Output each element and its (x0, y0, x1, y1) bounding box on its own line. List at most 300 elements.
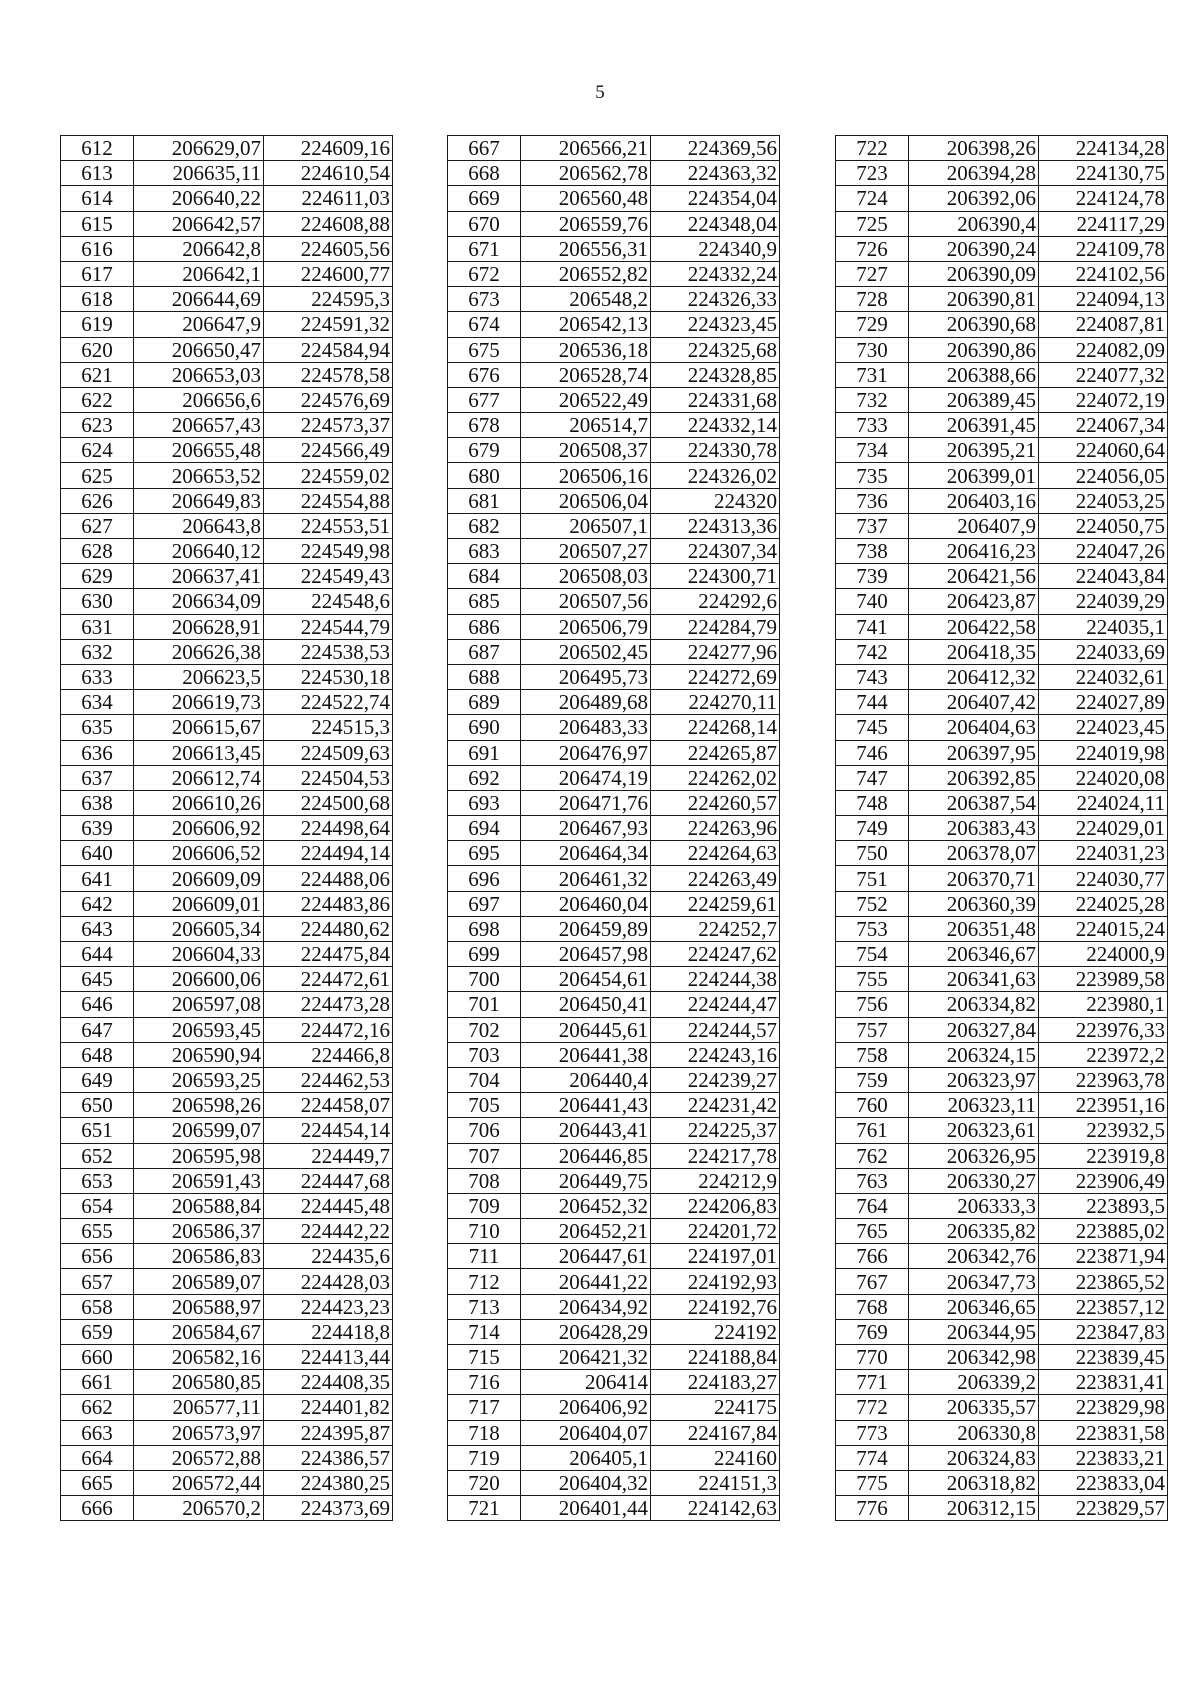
x-coordinate-cell: 206634,09 (134, 589, 264, 614)
table-row (61, 564, 393, 589)
x-coordinate-cell: 206476,97 (521, 740, 651, 765)
point-number-cell: 626 (61, 488, 134, 513)
y-coordinate-cell: 224027,89 (1039, 690, 1168, 715)
x-coordinate-cell: 206392,85 (909, 765, 1039, 790)
x-coordinate-cell: 206403,16 (909, 488, 1039, 513)
point-number-cell: 701 (448, 992, 521, 1017)
y-coordinate-cell: 224332,14 (651, 413, 780, 438)
y-coordinate-cell: 224328,85 (651, 362, 780, 387)
x-coordinate-cell: 206440,4 (521, 1067, 651, 1092)
x-coordinate-cell: 206514,7 (521, 413, 651, 438)
point-number-cell: 751 (836, 866, 909, 891)
point-number-cell: 613 (61, 161, 134, 186)
y-coordinate-cell: 224175 (651, 1395, 780, 1420)
point-number-cell: 717 (448, 1395, 521, 1420)
point-number-cell: 640 (61, 841, 134, 866)
point-number-cell: 727 (836, 261, 909, 286)
x-coordinate-cell: 206423,87 (909, 589, 1039, 614)
point-number-cell: 710 (448, 1219, 521, 1244)
point-number-cell: 731 (836, 362, 909, 387)
coordinates-table-3 (835, 135, 1168, 1521)
point-number-cell: 721 (448, 1496, 521, 1521)
point-number-cell: 711 (448, 1244, 521, 1269)
y-coordinate-cell: 224077,32 (1039, 362, 1168, 387)
point-number-cell: 702 (448, 1017, 521, 1042)
table-row (836, 413, 1168, 438)
y-coordinate-cell: 224447,68 (264, 1168, 393, 1193)
y-coordinate-cell: 224320 (651, 488, 780, 513)
y-coordinate-cell: 224272,69 (651, 664, 780, 689)
x-coordinate-cell: 206642,8 (134, 236, 264, 261)
point-number-cell: 652 (61, 1143, 134, 1168)
y-coordinate-cell: 224032,61 (1039, 664, 1168, 689)
x-coordinate-cell: 206323,97 (909, 1067, 1039, 1092)
table-row (61, 1395, 393, 1420)
table-row (448, 664, 780, 689)
point-number-cell: 736 (836, 488, 909, 513)
y-coordinate-cell: 224498,64 (264, 816, 393, 841)
point-number-cell: 674 (448, 312, 521, 337)
point-number-cell: 685 (448, 589, 521, 614)
table-row (836, 589, 1168, 614)
x-coordinate-cell: 206450,41 (521, 992, 651, 1017)
point-number-cell: 704 (448, 1067, 521, 1092)
x-coordinate-cell: 206613,45 (134, 740, 264, 765)
point-number-cell: 729 (836, 312, 909, 337)
y-coordinate-cell: 224043,84 (1039, 564, 1168, 589)
x-coordinate-cell: 206556,31 (521, 236, 651, 261)
table-row (836, 639, 1168, 664)
y-coordinate-cell: 224087,81 (1039, 312, 1168, 337)
point-number-cell: 653 (61, 1168, 134, 1193)
table-row (61, 1269, 393, 1294)
table-row (61, 161, 393, 186)
y-coordinate-cell: 224435,6 (264, 1244, 393, 1269)
table-row (448, 1370, 780, 1395)
point-number-cell: 739 (836, 564, 909, 589)
y-coordinate-cell: 223865,52 (1039, 1269, 1168, 1294)
x-coordinate-cell: 206597,08 (134, 992, 264, 1017)
y-coordinate-cell: 224591,32 (264, 312, 393, 337)
table-row (61, 539, 393, 564)
point-number-cell: 753 (836, 916, 909, 941)
table-row (448, 362, 780, 387)
x-coordinate-cell: 206528,74 (521, 362, 651, 387)
table-row (836, 1420, 1168, 1445)
y-coordinate-cell: 223972,2 (1039, 1042, 1168, 1067)
table-row (61, 1470, 393, 1495)
point-number-cell: 641 (61, 866, 134, 891)
point-number-cell: 697 (448, 891, 521, 916)
x-coordinate-cell: 206566,21 (521, 136, 651, 161)
x-coordinate-cell: 206390,09 (909, 261, 1039, 286)
y-coordinate-cell: 224035,1 (1039, 614, 1168, 639)
point-number-cell: 719 (448, 1445, 521, 1470)
table-row (61, 639, 393, 664)
y-coordinate-cell: 224515,3 (264, 715, 393, 740)
table-row (836, 1067, 1168, 1092)
table-row (448, 1269, 780, 1294)
point-number-cell: 737 (836, 513, 909, 538)
table-row (836, 866, 1168, 891)
y-coordinate-cell: 224605,56 (264, 236, 393, 261)
x-coordinate-cell: 206559,76 (521, 211, 651, 236)
table-row (448, 841, 780, 866)
y-coordinate-cell: 224212,9 (651, 1168, 780, 1193)
point-number-cell: 741 (836, 614, 909, 639)
point-number-cell: 672 (448, 261, 521, 286)
table-row (448, 413, 780, 438)
y-coordinate-cell: 223833,04 (1039, 1470, 1168, 1495)
y-coordinate-cell: 224472,61 (264, 967, 393, 992)
y-coordinate-cell: 224380,25 (264, 1470, 393, 1495)
x-coordinate-cell: 206378,07 (909, 841, 1039, 866)
y-coordinate-cell: 224458,07 (264, 1093, 393, 1118)
x-coordinate-cell: 206404,07 (521, 1420, 651, 1445)
x-coordinate-cell: 206507,27 (521, 539, 651, 564)
point-number-cell: 740 (836, 589, 909, 614)
x-coordinate-cell: 206598,26 (134, 1093, 264, 1118)
point-number-cell: 649 (61, 1067, 134, 1092)
x-coordinate-cell: 206655,48 (134, 438, 264, 463)
point-number-cell: 624 (61, 438, 134, 463)
table-row (448, 1345, 780, 1370)
x-coordinate-cell: 206593,25 (134, 1067, 264, 1092)
x-coordinate-cell: 206333,3 (909, 1193, 1039, 1218)
table-row (61, 438, 393, 463)
point-number-cell: 623 (61, 413, 134, 438)
point-number-cell: 688 (448, 664, 521, 689)
y-coordinate-cell: 224509,63 (264, 740, 393, 765)
point-number-cell: 630 (61, 589, 134, 614)
table-row (61, 1496, 393, 1521)
y-coordinate-cell: 223885,02 (1039, 1219, 1168, 1244)
point-number-cell: 681 (448, 488, 521, 513)
x-coordinate-cell: 206643,8 (134, 513, 264, 538)
y-coordinate-cell: 224395,87 (264, 1420, 393, 1445)
table-row (448, 740, 780, 765)
y-coordinate-cell: 224369,56 (651, 136, 780, 161)
x-coordinate-cell: 206454,61 (521, 967, 651, 992)
table-row (448, 1143, 780, 1168)
table-row (836, 488, 1168, 513)
point-number-cell: 756 (836, 992, 909, 1017)
y-coordinate-cell: 224109,78 (1039, 236, 1168, 261)
y-coordinate-cell: 223980,1 (1039, 992, 1168, 1017)
x-coordinate-cell: 206351,48 (909, 916, 1039, 941)
y-coordinate-cell: 224548,6 (264, 589, 393, 614)
table-row (836, 539, 1168, 564)
point-number-cell: 667 (448, 136, 521, 161)
table-row (836, 942, 1168, 967)
x-coordinate-cell: 206507,1 (521, 513, 651, 538)
table-row (61, 312, 393, 337)
x-coordinate-cell: 206330,8 (909, 1420, 1039, 1445)
x-coordinate-cell: 206447,61 (521, 1244, 651, 1269)
x-coordinate-cell: 206390,4 (909, 211, 1039, 236)
y-coordinate-cell: 224340,9 (651, 236, 780, 261)
table-row (448, 614, 780, 639)
x-coordinate-cell: 206414 (521, 1370, 651, 1395)
y-coordinate-cell: 224244,38 (651, 967, 780, 992)
y-coordinate-cell: 224277,96 (651, 639, 780, 664)
table-row (448, 539, 780, 564)
x-coordinate-cell: 206412,32 (909, 664, 1039, 689)
x-coordinate-cell: 206599,07 (134, 1118, 264, 1143)
x-coordinate-cell: 206590,94 (134, 1042, 264, 1067)
y-coordinate-cell: 224247,62 (651, 942, 780, 967)
y-coordinate-cell: 223963,78 (1039, 1067, 1168, 1092)
y-coordinate-cell: 224584,94 (264, 337, 393, 362)
point-number-cell: 728 (836, 287, 909, 312)
point-number-cell: 742 (836, 639, 909, 664)
table-row (448, 589, 780, 614)
point-number-cell: 743 (836, 664, 909, 689)
point-number-cell: 686 (448, 614, 521, 639)
point-number-cell: 622 (61, 387, 134, 412)
table-row (836, 614, 1168, 639)
table-row (836, 891, 1168, 916)
y-coordinate-cell: 224428,03 (264, 1269, 393, 1294)
x-coordinate-cell: 206459,89 (521, 916, 651, 941)
x-coordinate-cell: 206609,09 (134, 866, 264, 891)
point-number-cell: 748 (836, 790, 909, 815)
table-row (61, 967, 393, 992)
point-number-cell: 766 (836, 1244, 909, 1269)
table-row (836, 1294, 1168, 1319)
y-coordinate-cell: 224331,68 (651, 387, 780, 412)
table-row (836, 362, 1168, 387)
point-number-cell: 757 (836, 1017, 909, 1042)
x-coordinate-cell: 206610,26 (134, 790, 264, 815)
point-number-cell: 694 (448, 816, 521, 841)
table-row (61, 1017, 393, 1042)
x-coordinate-cell: 206326,95 (909, 1143, 1039, 1168)
x-coordinate-cell: 206588,84 (134, 1193, 264, 1218)
x-coordinate-cell: 206397,95 (909, 740, 1039, 765)
y-coordinate-cell: 223906,49 (1039, 1168, 1168, 1193)
point-number-cell: 642 (61, 891, 134, 916)
point-number-cell: 703 (448, 1042, 521, 1067)
x-coordinate-cell: 206404,63 (909, 715, 1039, 740)
point-number-cell: 658 (61, 1294, 134, 1319)
y-coordinate-cell: 224263,96 (651, 816, 780, 841)
x-coordinate-cell: 206401,44 (521, 1496, 651, 1521)
y-coordinate-cell: 224418,8 (264, 1319, 393, 1344)
y-coordinate-cell: 224483,86 (264, 891, 393, 916)
y-coordinate-cell: 224323,45 (651, 312, 780, 337)
y-coordinate-cell: 224053,25 (1039, 488, 1168, 513)
point-number-cell: 655 (61, 1219, 134, 1244)
y-coordinate-cell: 224522,74 (264, 690, 393, 715)
y-coordinate-cell: 224094,13 (1039, 287, 1168, 312)
x-coordinate-cell: 206390,86 (909, 337, 1039, 362)
x-coordinate-cell: 206370,71 (909, 866, 1039, 891)
x-coordinate-cell: 206335,82 (909, 1219, 1039, 1244)
table-row (448, 1420, 780, 1445)
table-row (448, 816, 780, 841)
y-coordinate-cell: 224449,7 (264, 1143, 393, 1168)
x-coordinate-cell: 206418,35 (909, 639, 1039, 664)
x-coordinate-cell: 206387,54 (909, 790, 1039, 815)
y-coordinate-cell: 224050,75 (1039, 513, 1168, 538)
x-coordinate-cell: 206324,83 (909, 1445, 1039, 1470)
y-coordinate-cell: 224549,43 (264, 564, 393, 589)
table-row (61, 589, 393, 614)
table-row (836, 236, 1168, 261)
x-coordinate-cell: 206588,97 (134, 1294, 264, 1319)
y-coordinate-cell: 224019,98 (1039, 740, 1168, 765)
x-coordinate-cell: 206508,37 (521, 438, 651, 463)
y-coordinate-cell: 223976,33 (1039, 1017, 1168, 1042)
table-row (448, 463, 780, 488)
table-row (836, 1244, 1168, 1269)
point-number-cell: 637 (61, 765, 134, 790)
table-row (61, 211, 393, 236)
point-number-cell: 656 (61, 1244, 134, 1269)
x-coordinate-cell: 206647,9 (134, 312, 264, 337)
point-number-cell: 700 (448, 967, 521, 992)
point-number-cell: 618 (61, 287, 134, 312)
point-number-cell: 758 (836, 1042, 909, 1067)
table-row (61, 1370, 393, 1395)
y-coordinate-cell: 224348,04 (651, 211, 780, 236)
x-coordinate-cell: 206346,65 (909, 1294, 1039, 1319)
x-coordinate-cell: 206389,45 (909, 387, 1039, 412)
y-coordinate-cell: 224462,53 (264, 1067, 393, 1092)
table-row (836, 1496, 1168, 1521)
y-coordinate-cell: 224386,57 (264, 1445, 393, 1470)
point-number-cell: 706 (448, 1118, 521, 1143)
point-number-cell: 615 (61, 211, 134, 236)
table-row (61, 1067, 393, 1092)
table-row (448, 967, 780, 992)
y-coordinate-cell: 224326,33 (651, 287, 780, 312)
y-coordinate-cell: 224039,29 (1039, 589, 1168, 614)
y-coordinate-cell: 224363,32 (651, 161, 780, 186)
point-number-cell: 723 (836, 161, 909, 186)
y-coordinate-cell: 224332,24 (651, 261, 780, 286)
x-coordinate-cell: 206342,98 (909, 1345, 1039, 1370)
point-number-cell: 684 (448, 564, 521, 589)
y-coordinate-cell: 224072,19 (1039, 387, 1168, 412)
x-coordinate-cell: 206605,34 (134, 916, 264, 941)
point-number-cell: 744 (836, 690, 909, 715)
table-row (836, 967, 1168, 992)
y-coordinate-cell: 223833,21 (1039, 1445, 1168, 1470)
table-row (448, 992, 780, 1017)
table-row (61, 740, 393, 765)
x-coordinate-cell: 206421,56 (909, 564, 1039, 589)
y-coordinate-cell: 223989,58 (1039, 967, 1168, 992)
table-row (61, 287, 393, 312)
y-coordinate-cell: 224082,09 (1039, 337, 1168, 362)
y-coordinate-cell: 224025,28 (1039, 891, 1168, 916)
y-coordinate-cell: 224610,54 (264, 161, 393, 186)
point-number-cell: 680 (448, 463, 521, 488)
point-number-cell: 745 (836, 715, 909, 740)
point-number-cell: 628 (61, 539, 134, 564)
point-number-cell: 690 (448, 715, 521, 740)
point-number-cell: 634 (61, 690, 134, 715)
point-number-cell: 774 (836, 1445, 909, 1470)
x-coordinate-cell: 206443,41 (521, 1118, 651, 1143)
point-number-cell: 677 (448, 387, 521, 412)
x-coordinate-cell: 206552,82 (521, 261, 651, 286)
point-number-cell: 673 (448, 287, 521, 312)
x-coordinate-cell: 206589,07 (134, 1269, 264, 1294)
x-coordinate-cell: 206383,43 (909, 816, 1039, 841)
x-coordinate-cell: 206615,67 (134, 715, 264, 740)
x-coordinate-cell: 206324,15 (909, 1042, 1039, 1067)
table-row (448, 337, 780, 362)
y-coordinate-cell: 224595,3 (264, 287, 393, 312)
x-coordinate-cell: 206656,6 (134, 387, 264, 412)
y-coordinate-cell: 224067,34 (1039, 413, 1168, 438)
y-coordinate-cell: 224284,79 (651, 614, 780, 639)
point-number-cell: 726 (836, 236, 909, 261)
table-row (836, 1193, 1168, 1218)
y-coordinate-cell: 224401,82 (264, 1395, 393, 1420)
y-coordinate-cell: 224225,37 (651, 1118, 780, 1143)
x-coordinate-cell: 206582,16 (134, 1345, 264, 1370)
table-row (61, 790, 393, 815)
y-coordinate-cell: 224600,77 (264, 261, 393, 286)
x-coordinate-cell: 206312,15 (909, 1496, 1039, 1521)
y-coordinate-cell: 224442,22 (264, 1219, 393, 1244)
y-coordinate-cell: 224373,69 (264, 1496, 393, 1521)
y-coordinate-cell: 224260,57 (651, 790, 780, 815)
table-row (61, 387, 393, 412)
x-coordinate-cell: 206507,56 (521, 589, 651, 614)
table-row (61, 841, 393, 866)
point-number-cell: 763 (836, 1168, 909, 1193)
x-coordinate-cell: 206323,11 (909, 1093, 1039, 1118)
x-coordinate-cell: 206360,39 (909, 891, 1039, 916)
x-coordinate-cell: 206606,52 (134, 841, 264, 866)
x-coordinate-cell: 206586,37 (134, 1219, 264, 1244)
x-coordinate-cell: 206471,76 (521, 790, 651, 815)
y-coordinate-cell: 224480,62 (264, 916, 393, 941)
table-row (836, 1319, 1168, 1344)
y-coordinate-cell: 224423,23 (264, 1294, 393, 1319)
point-number-cell: 660 (61, 1345, 134, 1370)
table-row (448, 513, 780, 538)
y-coordinate-cell: 223857,12 (1039, 1294, 1168, 1319)
point-number-cell: 693 (448, 790, 521, 815)
x-coordinate-cell: 206407,9 (909, 513, 1039, 538)
point-number-cell: 678 (448, 413, 521, 438)
point-number-cell: 773 (836, 1420, 909, 1445)
table-row (448, 1193, 780, 1218)
point-number-cell: 645 (61, 967, 134, 992)
x-coordinate-cell: 206342,76 (909, 1244, 1039, 1269)
table-row (836, 564, 1168, 589)
point-number-cell: 654 (61, 1193, 134, 1218)
x-coordinate-cell: 206461,32 (521, 866, 651, 891)
table-row (61, 1118, 393, 1143)
y-coordinate-cell: 224573,37 (264, 413, 393, 438)
x-coordinate-cell: 206642,57 (134, 211, 264, 236)
x-coordinate-cell: 206619,73 (134, 690, 264, 715)
y-coordinate-cell: 224330,78 (651, 438, 780, 463)
point-number-cell: 730 (836, 337, 909, 362)
y-coordinate-cell: 223829,57 (1039, 1496, 1168, 1521)
x-coordinate-cell: 206399,01 (909, 463, 1039, 488)
table-row (448, 916, 780, 941)
point-number-cell: 761 (836, 1118, 909, 1143)
point-number-cell: 665 (61, 1470, 134, 1495)
